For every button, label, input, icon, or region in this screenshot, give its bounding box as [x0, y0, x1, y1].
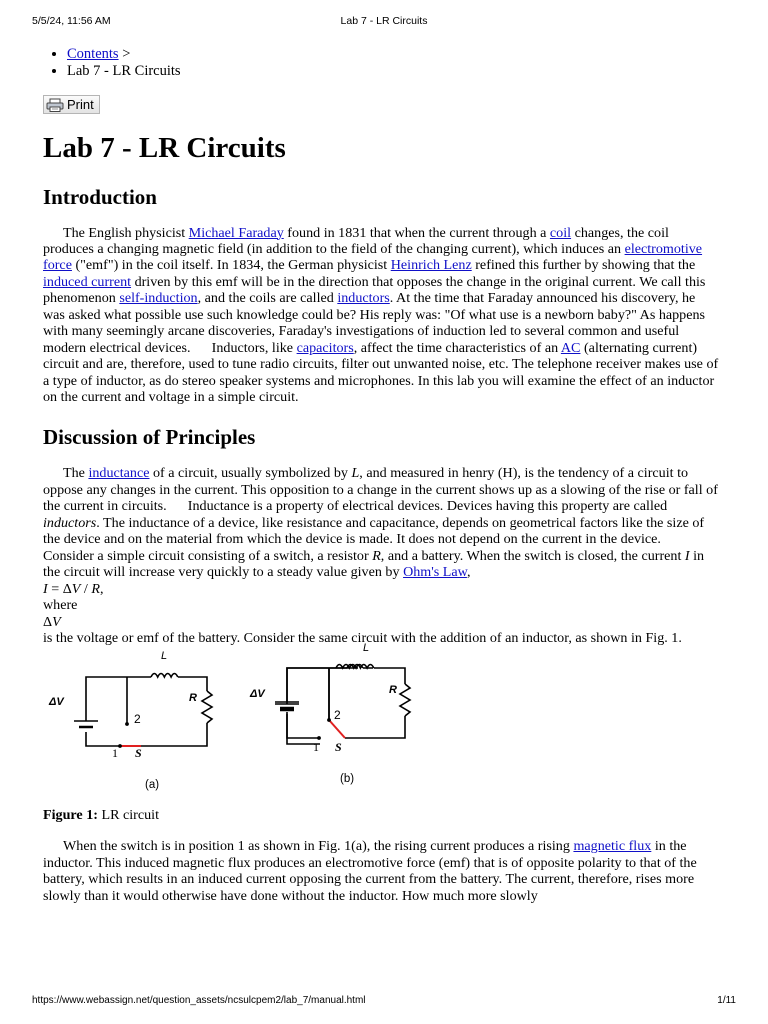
footer-url: https://www.webassign.net/question_assets/ncsulcpem2/lab_7/manual.html [32, 995, 366, 1006]
introduction-heading: Introduction [43, 184, 157, 209]
page-content [43, 46, 722, 904]
figure-1-caption: Figure 1: LR circuit [43, 807, 159, 824]
label-1-a: 1 [112, 746, 118, 761]
printer-icon [46, 98, 64, 112]
label-dV-b: ΔV [250, 688, 265, 701]
inductors-link[interactable]: inductors [337, 290, 390, 307]
caption-a: (a) [145, 779, 160, 792]
caption-b: (b) [340, 773, 355, 786]
delta-v-symbol: ΔV [43, 613, 61, 630]
inductor-coil-a [151, 674, 178, 678]
page-title: Lab 7 - LR Circuits [43, 131, 286, 164]
ohms-law-equation: I = ΔV / R, [43, 580, 104, 597]
inductor-coil-b2 [347, 665, 374, 669]
print-button-label: Print [67, 97, 94, 112]
figure-1-lr-circuit [43, 642, 719, 804]
switch-contact-2-b [327, 719, 331, 723]
contents-link[interactable]: Contents [67, 46, 119, 62]
label-R-b: R [389, 684, 397, 697]
resistor-a [202, 691, 212, 723]
resistor-b [400, 684, 410, 716]
circuit-a [74, 674, 212, 747]
print-footer [32, 995, 736, 1009]
label-L-b: L [363, 642, 370, 655]
breadcrumb-separator: > [118, 46, 131, 62]
where-text: where [43, 597, 78, 614]
coil-link[interactable]: coil [549, 224, 572, 241]
switch-contact-1-a [118, 745, 122, 749]
label-L-a: L [161, 650, 168, 663]
breadcrumb [43, 46, 719, 79]
heinrich-lenz-link[interactable]: Heinrich Lenz [390, 257, 472, 274]
label-R-a: R [189, 692, 197, 705]
self-induction-link[interactable]: self-induction [119, 290, 198, 307]
label-dV-a: ΔV [49, 696, 64, 709]
label-2-a: 2 [134, 712, 141, 727]
switch-contact-2-a [125, 723, 129, 727]
battery-description: is the voltage or emf of the battery. Consider the same circuit with the addition of an inductor, as shown in Fig. 1. [43, 630, 682, 647]
breadcrumb-item-current: • Lab 7 - LR Circuits [67, 63, 719, 80]
label-S-b: S [335, 740, 342, 755]
switch-blade-b [329, 720, 345, 738]
label-1-b: 1 [313, 740, 319, 755]
breadcrumb-item-contents [67, 46, 719, 63]
michael-faraday-link[interactable]: Michael Faraday [188, 224, 284, 241]
discussion-heading: Discussion of Principles [43, 425, 256, 450]
discussion-paragraph: The inductance of a circuit, usually symbolized by L, and measured in henry (H), is the tendency of a circuit to oppose any changes in the current. This opposition to a change in the current shows up as a slowing of the rise or fall of the current in circuits. Inductance is a property of electrical devices. Devices having this property are called inductors. The inductance of a device, like resistance and capacitance, depends on geometrical factors like the size of the device and on the material from which the device is made. It does not depend on the current in the device. Consider a simple circuit consisting of a switch, a resistor R, and a battery. When the switch is closed, the current I in the circuit will increase very quickly to a steady value given by Ohm's Law, [43, 465, 722, 581]
label-2-b: 2 [334, 708, 341, 723]
magnetic-flux-link[interactable]: magnetic flux [573, 838, 652, 855]
capacitors-link[interactable]: capacitors [296, 339, 354, 356]
switch-position-paragraph: When the switch is in position 1 as shown in Fig. 1(a), the rising current produces a rising magnetic flux in the inductor. This induced magnetic flux produces an electromotive force (emf) that is of opposite polarity to that of the battery, which results in an induced current opposing the current from the battery. The current, therefore, rises more slowly than it would otherwise have done without the inductor. How much more slowly [43, 838, 697, 904]
ac-link[interactable]: AC [560, 339, 581, 356]
print-page-title: Lab 7 - LR Circuits [340, 15, 428, 27]
ohms-law-link[interactable]: Ohm's Law [403, 564, 467, 581]
inductance-link[interactable]: inductance [88, 465, 150, 482]
print-header [32, 15, 736, 29]
print-datetime: 5/5/24, 11:56 AM [32, 15, 111, 27]
induced-current-link[interactable]: induced current [43, 273, 132, 290]
electromotive-force-link[interactable]: electromotive force [43, 240, 703, 274]
introduction-paragraph: The English physicist Michael Faraday found in 1831 that when the current through a coil changes, the coil produces a changing magnetic field (in addition to the field of the changing current), which induces an electromotive force ("emf") in the coil itself. In 1834, the German physicist Heinrich Lenz refined this further by showing that the induced current driven by this emf will be in the direction that opposes the change in the original current. We call this phenomenon self-induction, and the coils are called inductors. At the time that Faraday announced his discovery, he was asked what possible use such knowledge could be? His reply was: "Of what use is a newborn baby?" As happens with many seemingly arcane discoveries, Faraday's investigations of induction led to several common and useful modern electrical devices. Inductors, like capacitors, affect the time characteristics of an AC (alternating current) circuit and are, therefore, used to tune radio circuits, filter out unwanted noise, etc. The telephone receiver makes use of a type of inductor, as do stereo speaker systems and microphones. In this lab you will examine the effect of an inductor on the current and voltage in a simple circuit. [43, 224, 719, 406]
footer-page-number: 1/11 [717, 995, 736, 1006]
print-button[interactable] [43, 95, 100, 114]
label-S-a: S [135, 746, 142, 761]
